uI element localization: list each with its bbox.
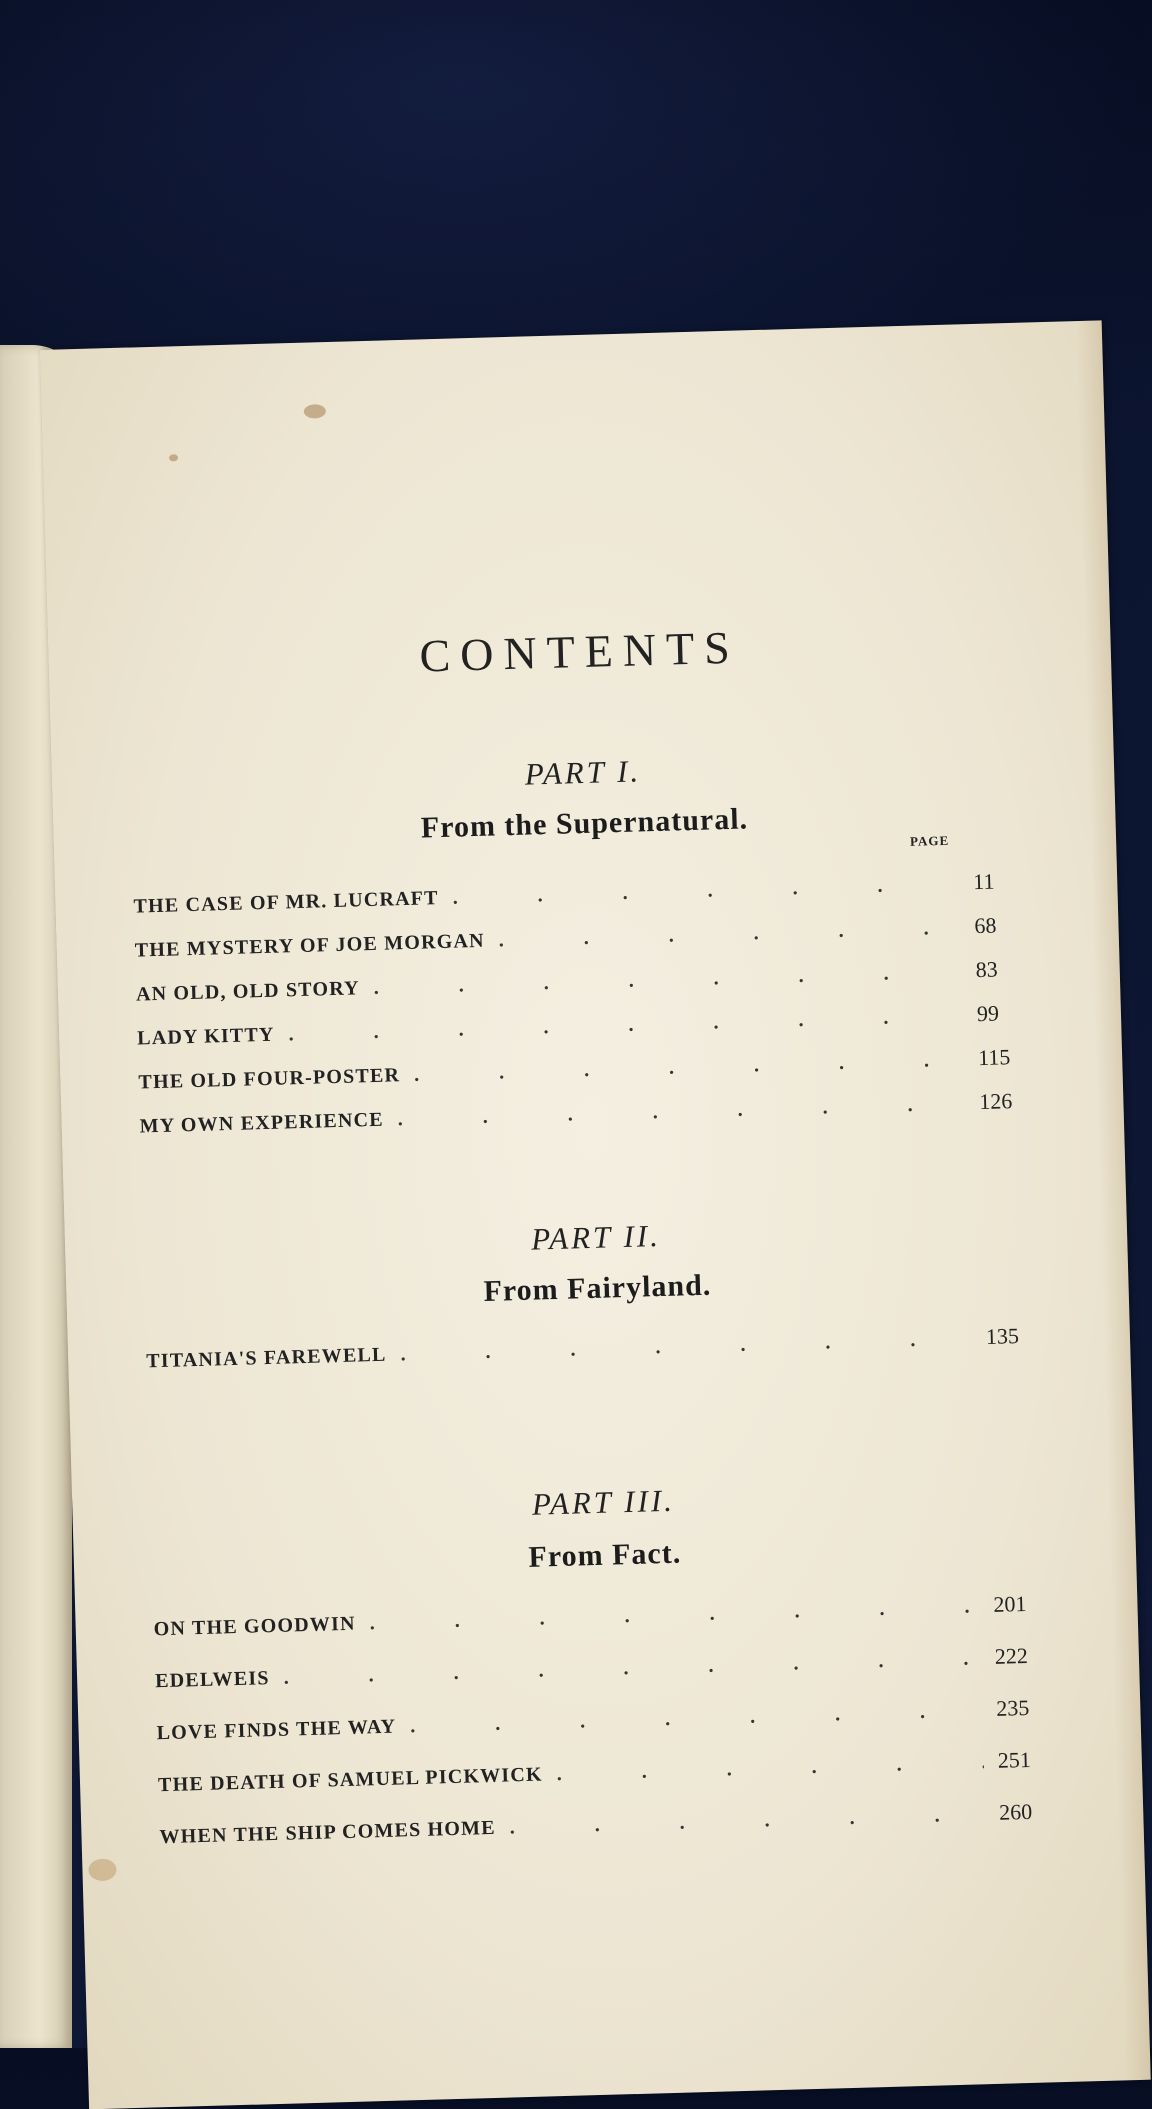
entry-page-number: 201	[993, 1590, 1027, 1617]
foxing-spot	[88, 1858, 117, 1881]
dot-leader	[452, 873, 959, 910]
dot-leader	[400, 1327, 972, 1366]
part-1-label: PART I.	[524, 753, 642, 792]
contents-page	[40, 320, 1151, 2109]
part-2-label: PART II.	[530, 1218, 662, 1257]
page-column-heading: PAGE	[909, 832, 950, 849]
entry-page-number: 115	[977, 1044, 1011, 1071]
part-1-subtitle: From the Supernatural.	[420, 802, 749, 845]
entry-title: TITANIA'S FAREWELL	[145, 1343, 387, 1373]
entry-title: EDELWEIS	[154, 1667, 270, 1693]
part-2-subtitle: From Fairyland.	[483, 1268, 712, 1308]
entry-page-number: 260	[998, 1798, 1033, 1825]
entry-title: MY OWN EXPERIENCE	[139, 1108, 385, 1138]
part-3-label: PART III.	[531, 1482, 676, 1522]
entry-title: THE CASE OF MR. LUCRAFT	[133, 887, 439, 918]
entry-title: WHEN THE SHIP COMES HOME	[159, 1816, 497, 1849]
entry-page-number: 235	[995, 1694, 1030, 1721]
entry-title: THE MYSTERY OF JOE MORGAN	[134, 929, 486, 962]
entry-page-number: 11	[972, 868, 995, 895]
entry-title: LOVE FINDS THE WAY	[156, 1715, 397, 1745]
entry-page-number: 251	[997, 1746, 1032, 1773]
entry-page-number: 222	[994, 1642, 1029, 1669]
entry-page-number: 83	[975, 956, 999, 983]
toc-entry	[146, 1322, 1047, 1391]
entry-page-number: 135	[985, 1323, 1020, 1349]
dot-leader	[369, 1595, 979, 1635]
page-title: CONTENTS	[418, 621, 741, 682]
entry-title: THE OLD FOUR-POSTER	[138, 1064, 401, 1094]
entry-page-number: 68	[974, 912, 997, 939]
part-3-subtitle: From Fact.	[528, 1536, 682, 1574]
entry-page-number: 99	[976, 1000, 1000, 1027]
entry-title: ON THE GOODWIN	[153, 1612, 357, 1641]
foxing-spot	[304, 404, 326, 419]
part-1-entries	[133, 867, 1040, 1156]
part-2-entries	[146, 1322, 1047, 1391]
foxing-spot	[169, 454, 178, 461]
entry-title: LADY KITTY	[136, 1023, 275, 1050]
part-3-entries	[153, 1590, 1060, 1875]
entry-page-number: 126	[979, 1088, 1013, 1115]
entry-title: AN OLD, OLD STORY	[135, 977, 361, 1006]
entry-title: THE DEATH OF SAMUEL PICKWICK	[157, 1763, 544, 1797]
